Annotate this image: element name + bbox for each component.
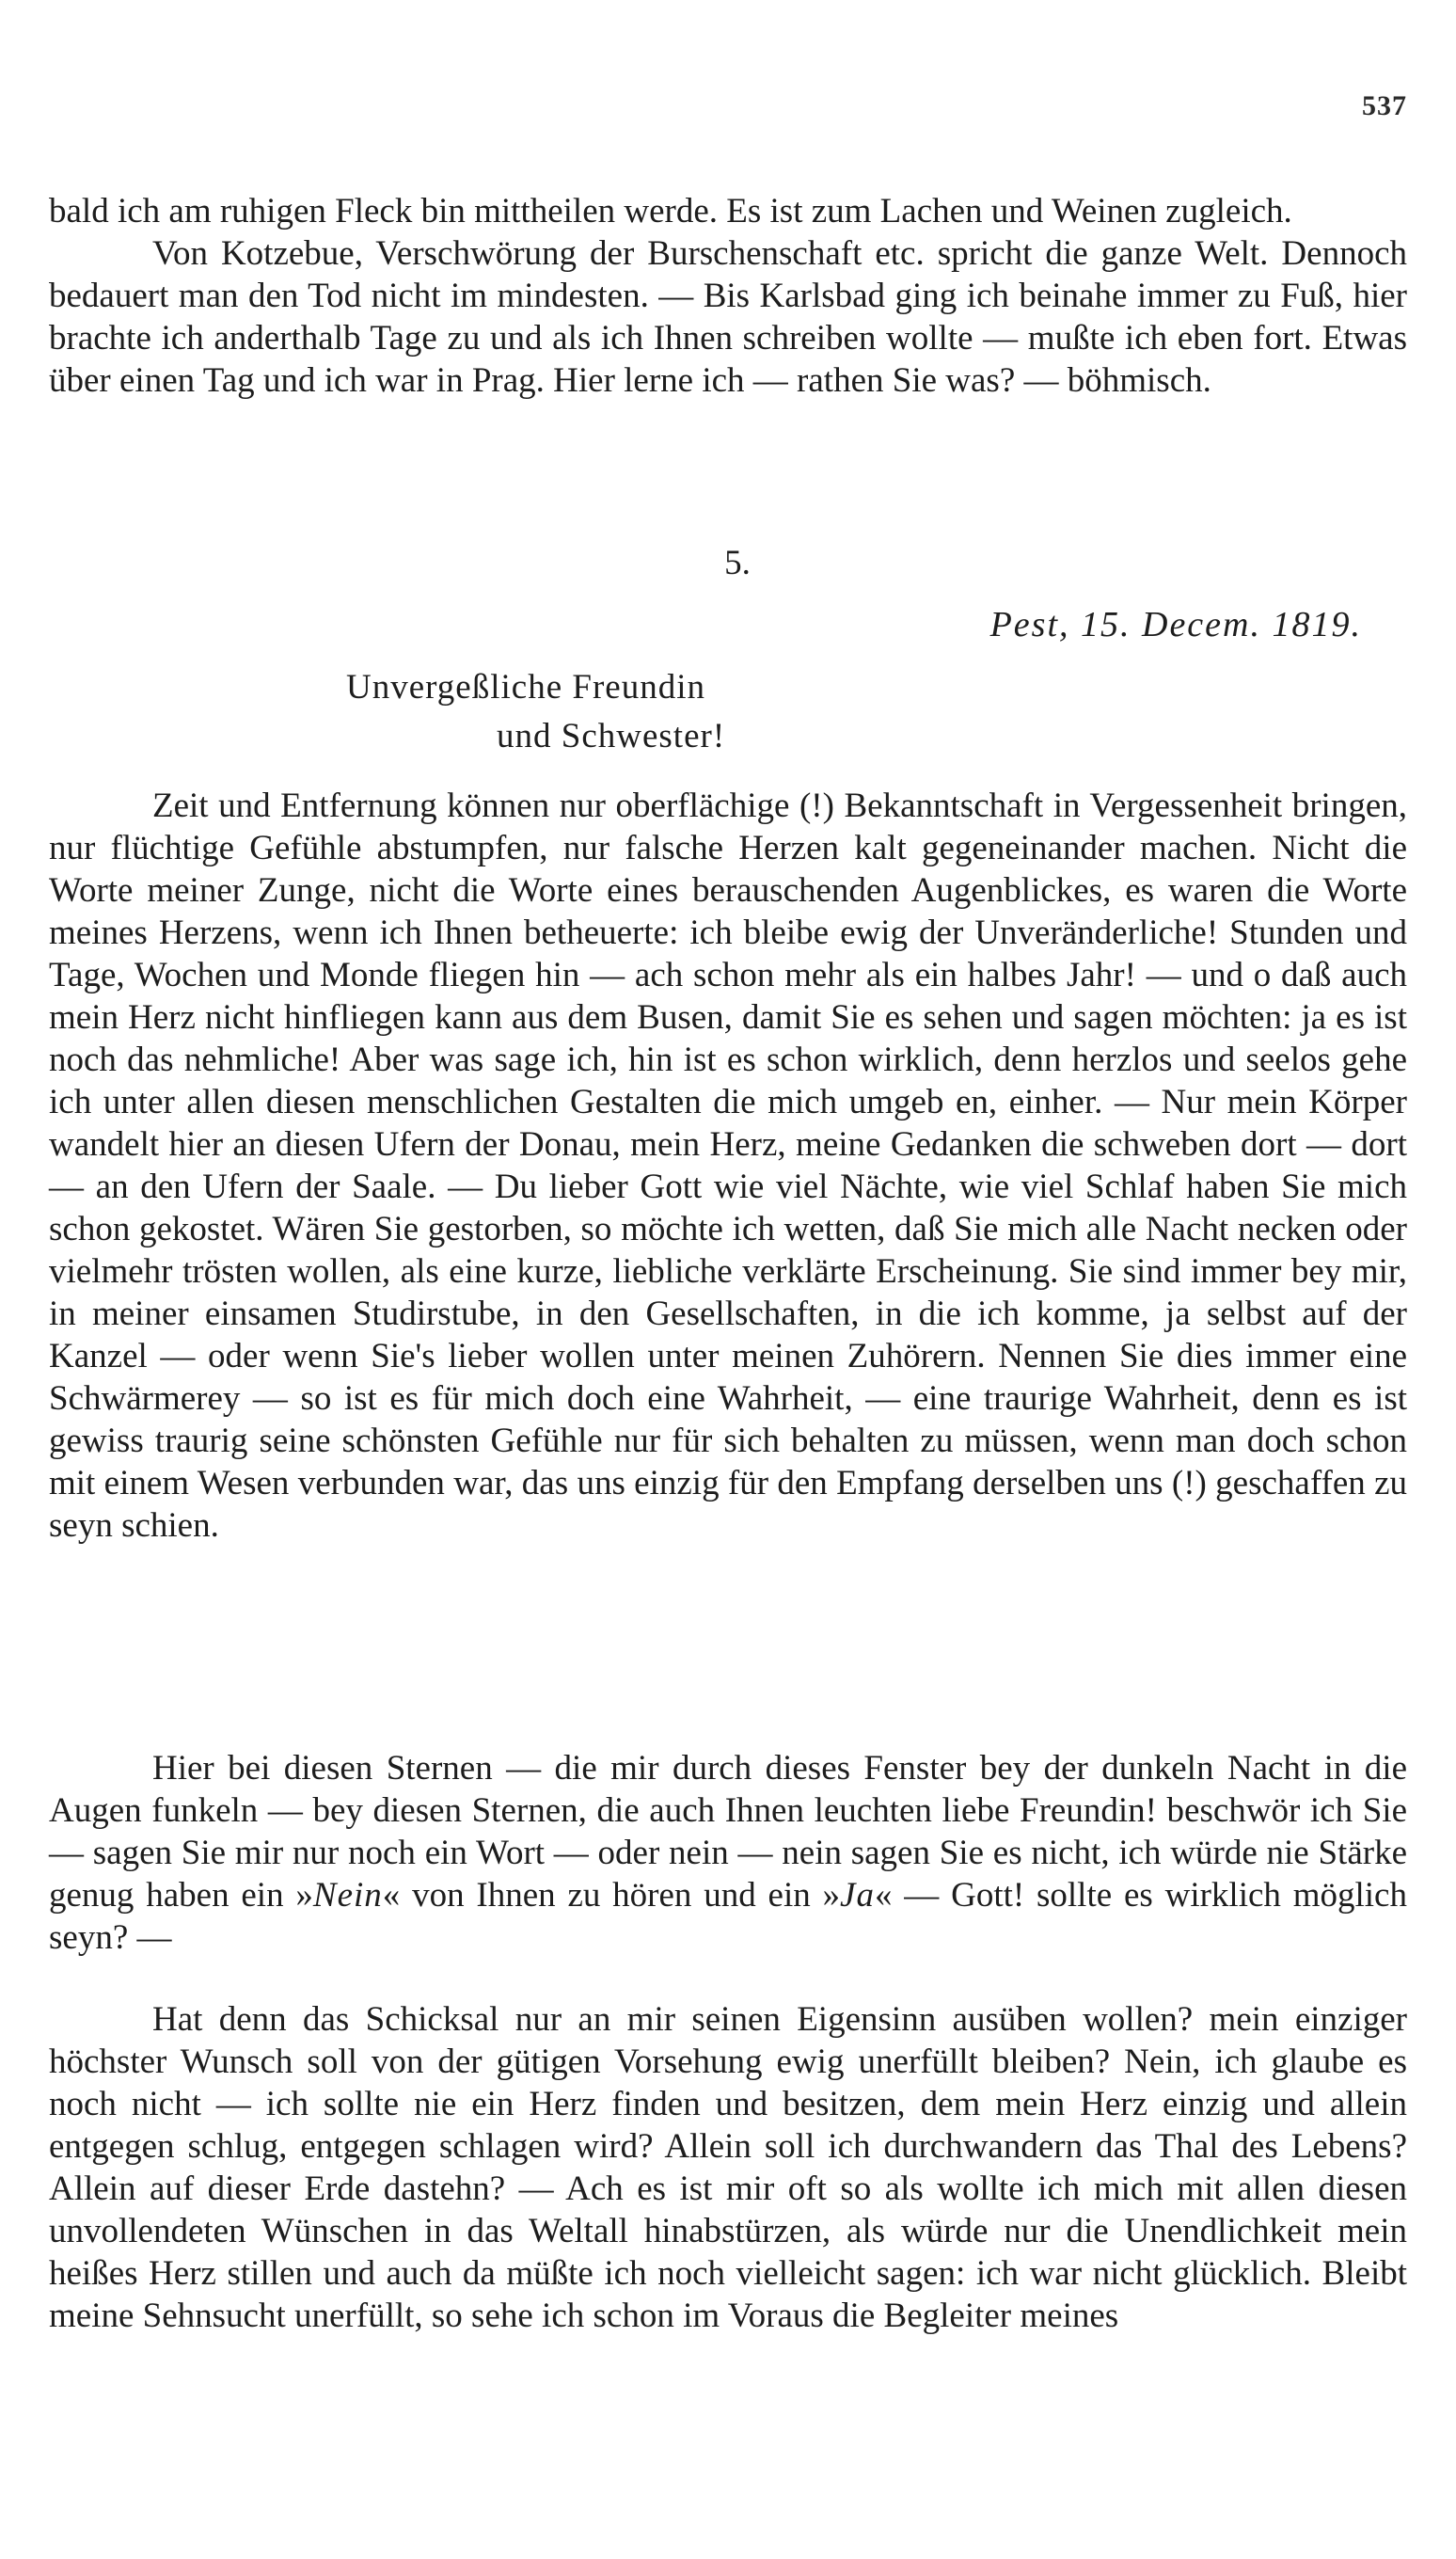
salutation-line-1: Unvergeßliche Freundin [346,668,705,707]
paragraph-2-start: Hier bei diesen Sternen — die mir durch dieses Fenster bey der dunkeln Nacht in die Augen funkeln — bey diesen Sternen, die auch Ihnen leuchten liebe Freundin! beschwör ich Sie — sagen Sie mir nur noch ein Wort — oder nein — nein sagen Sie es nicht, ich würde nie Stärke genug haben ein » [49,1749,1407,1915]
letter-paragraph-2 [49,1747,1407,1959]
text-before-letter [49,190,1407,402]
quoted-nein: Nein [312,1876,383,1915]
letter-paragraph-3: Hat denn das Schicksal nur an mir seinen Eigensinn ausüben wollen? mein einziger höchster Wunsch soll von der gütigen Vorsehung ewig unerfüllt bleiben? Nein, ich glaube es noch nicht — ich sollte nie ein Herz finden und besitzen, dem mein Herz einzig und allein entgegen schlug, entgegen schlagen wird? Allein soll ich durchwandern das Thal des Lebens? Allein auf dieser Erde dastehn? — Ach es ist mir oft so als wollte ich mich mit allen diesen unvollendeten Wünschen in das Weltall hinabstürzen, als würde nur die Unendlichkeit mein heißes Herz stillen und auch da müßte ich noch vielleicht sagen: ich war nicht glücklich. Bleibt meine Sehnsucht unerfüllt, so sehe ich schon im Voraus die Begleiter meines [49,2000,1407,2335]
letter-dateline: Pest, 15. Decem. 1819. [989,605,1362,644]
salutation-line-2: und Schwester! [497,717,726,755]
letter-paragraph-1: Zeit und Entfernung können nur oberflächige (!) Bekanntschaft in Vergessenheit bringen, nur flüchtige Gefühle abstumpfen, nur falsche Herzen kalt gegeneinander machen. Nicht die Worte meiner Zunge, nicht die Worte eines berauschenden Augenblickes, es waren die Worte meines Herzens, wenn ich Ihnen betheuerte: ich bleibe ewig der Unveränderliche! Stunden und Tage, Wochen und Monde fliegen hin — ach schon mehr als ein halbes Jahr! — und o daß auch mein Herz nicht hinfliegen kann aus dem Busen, damit Sie es sehen und sagen möchten: ja es ist noch das nehmliche! Aber was sage ich, hin ist es schon wirklich, denn herzlos und seelos gehe ich unter allen diesen menschlichen Gestalten die mich umgeb en, einher. — Nur mein Körper wandelt hier an diesen Ufern der Donau, mein Herz, meine Gedanken die schweben dort — dort — an den Ufern der Saale. — Du lieber Gott wie viel Nächte, wie viel Schlaf haben Sie mich schon gekostet. Wären Sie gestorben, so möchte ich wetten, daß Sie mich alle Nacht necken oder vielmehr trösten wollen, als eine kurze, liebliche verklärte Erscheinung. Sie sind immer bey mir, in meiner einsamen Studirstube, in den Gesellschaften, in die ich komme, ja selbst auf der Kanzel — oder wenn Sie's lieber wollen unter meinen Zuhörern. Nennen Sie dies immer eine Schwärmerey — so ist es für mich doch eine Wahrheit, — eine traurige Wahrheit, denn es ist gewiss traurig seine schönsten Gefühle nur für sich behalten zu müssen, wenn man doch schon mit einem Wesen verbunden war, das uns einzig für den Empfang derselben uns (!) geschaffen zu seyn schien. [49,787,1407,1545]
paragraph-kotzebue: Von Kotzebue, Verschwörung der Burschenschaft etc. spricht die ganze Welt. Dennoch bedauert man den Tod nicht im mindesten. — Bis Karlsbad ging ich beinahe immer zu Fuß, hier brachte ich anderthalb Tage zu und als ich Ihnen schreiben wollte — mußte ich eben fort. Etwas über einen Tag und ich war in Prag. Hier lerne ich — rathen Sie was? — böhmisch. [49,234,1407,400]
paragraph-continuation: bald ich am ruhigen Fleck bin mittheilen werde. Es ist zum Lachen und Weinen zugleich. [49,192,1292,230]
paragraph-2-mid: « von Ihnen zu hören und ein » [382,1876,841,1915]
page-number: 537 [1362,90,1407,121]
letter-number: 5. [724,544,751,582]
quoted-ja: Ja [840,1876,875,1915]
paragraph-2-end: « — Gott! sollte es wirklich möglich seyn? — [49,1876,1407,1957]
